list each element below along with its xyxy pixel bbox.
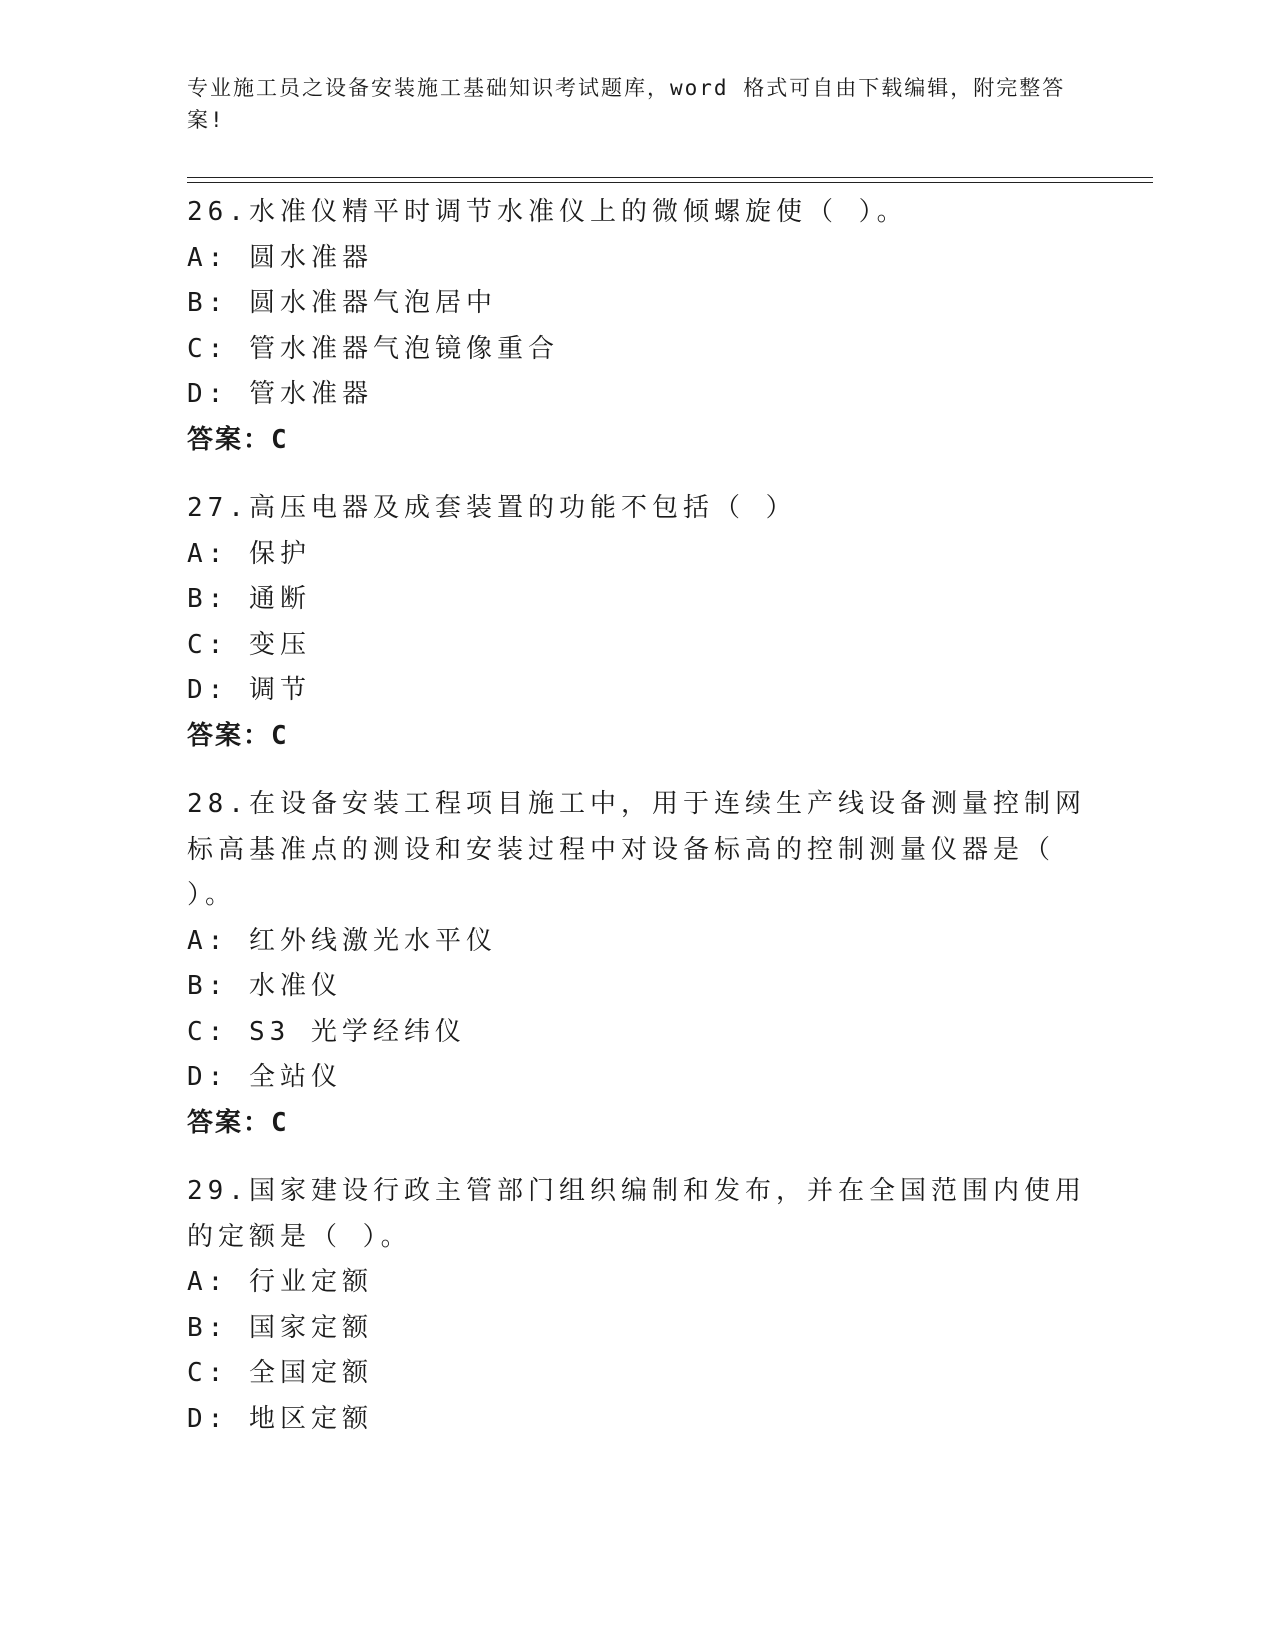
option-a: A: 圆水准器	[187, 242, 373, 273]
answer-line: 答案：C	[187, 424, 289, 455]
question-stem: 26.水准仪精平时调节水准仪上的微倾螺旋使（ ）。	[187, 197, 908, 227]
option-c: C: 全国定额	[187, 1358, 373, 1388]
answer-line: 答案：C	[187, 1107, 289, 1138]
option-d: D: 地区定额	[187, 1403, 373, 1434]
document-intro: 专业施工员之设备安装施工基础知识考试题库，word 格式可自由下载编辑，附完整答案!	[187, 76, 1066, 132]
question-list	[187, 190, 1087, 1465]
option-a: A: 保护	[187, 538, 311, 569]
answer-line: 答案：C	[187, 720, 289, 751]
option-c: C: 变压	[187, 629, 311, 660]
option-d: D: 全站仪	[187, 1062, 342, 1092]
option-d: D: 管水准器	[187, 379, 373, 409]
question-stem: 27.高压电器及成套装置的功能不包括（ ）	[187, 493, 797, 523]
option-d: D: 调节	[187, 675, 311, 705]
option-b: B: 水准仪	[187, 971, 342, 1001]
option-b: B: 国家定额	[187, 1312, 373, 1343]
option-a: A: 红外线激光水平仪	[187, 925, 497, 956]
question-stem: 29.国家建设行政主管部门组织编制和发布，并在全国范围内使用的定额是（ ）。	[187, 1176, 1086, 1252]
question-29	[187, 1169, 1087, 1442]
option-b: B: 圆水准器气泡居中	[187, 288, 497, 318]
question-28	[187, 782, 1087, 1146]
option-c: C: 管水准器气泡镜像重合	[187, 333, 559, 364]
header-divider	[187, 182, 1153, 183]
option-c: C: S3 光学经纬仪	[187, 1016, 466, 1047]
question-26	[187, 190, 1087, 463]
option-b: B: 通断	[187, 584, 311, 614]
header-divider	[187, 177, 1153, 178]
question-27	[187, 486, 1087, 759]
question-stem: 28.在设备安装工程项目施工中，用于连续生产线设备测量控制网标高基准点的测设和安装过程中对设备标高的控制测量仪器是（ ）。	[187, 789, 1086, 910]
option-a: A: 行业定额	[187, 1267, 373, 1297]
